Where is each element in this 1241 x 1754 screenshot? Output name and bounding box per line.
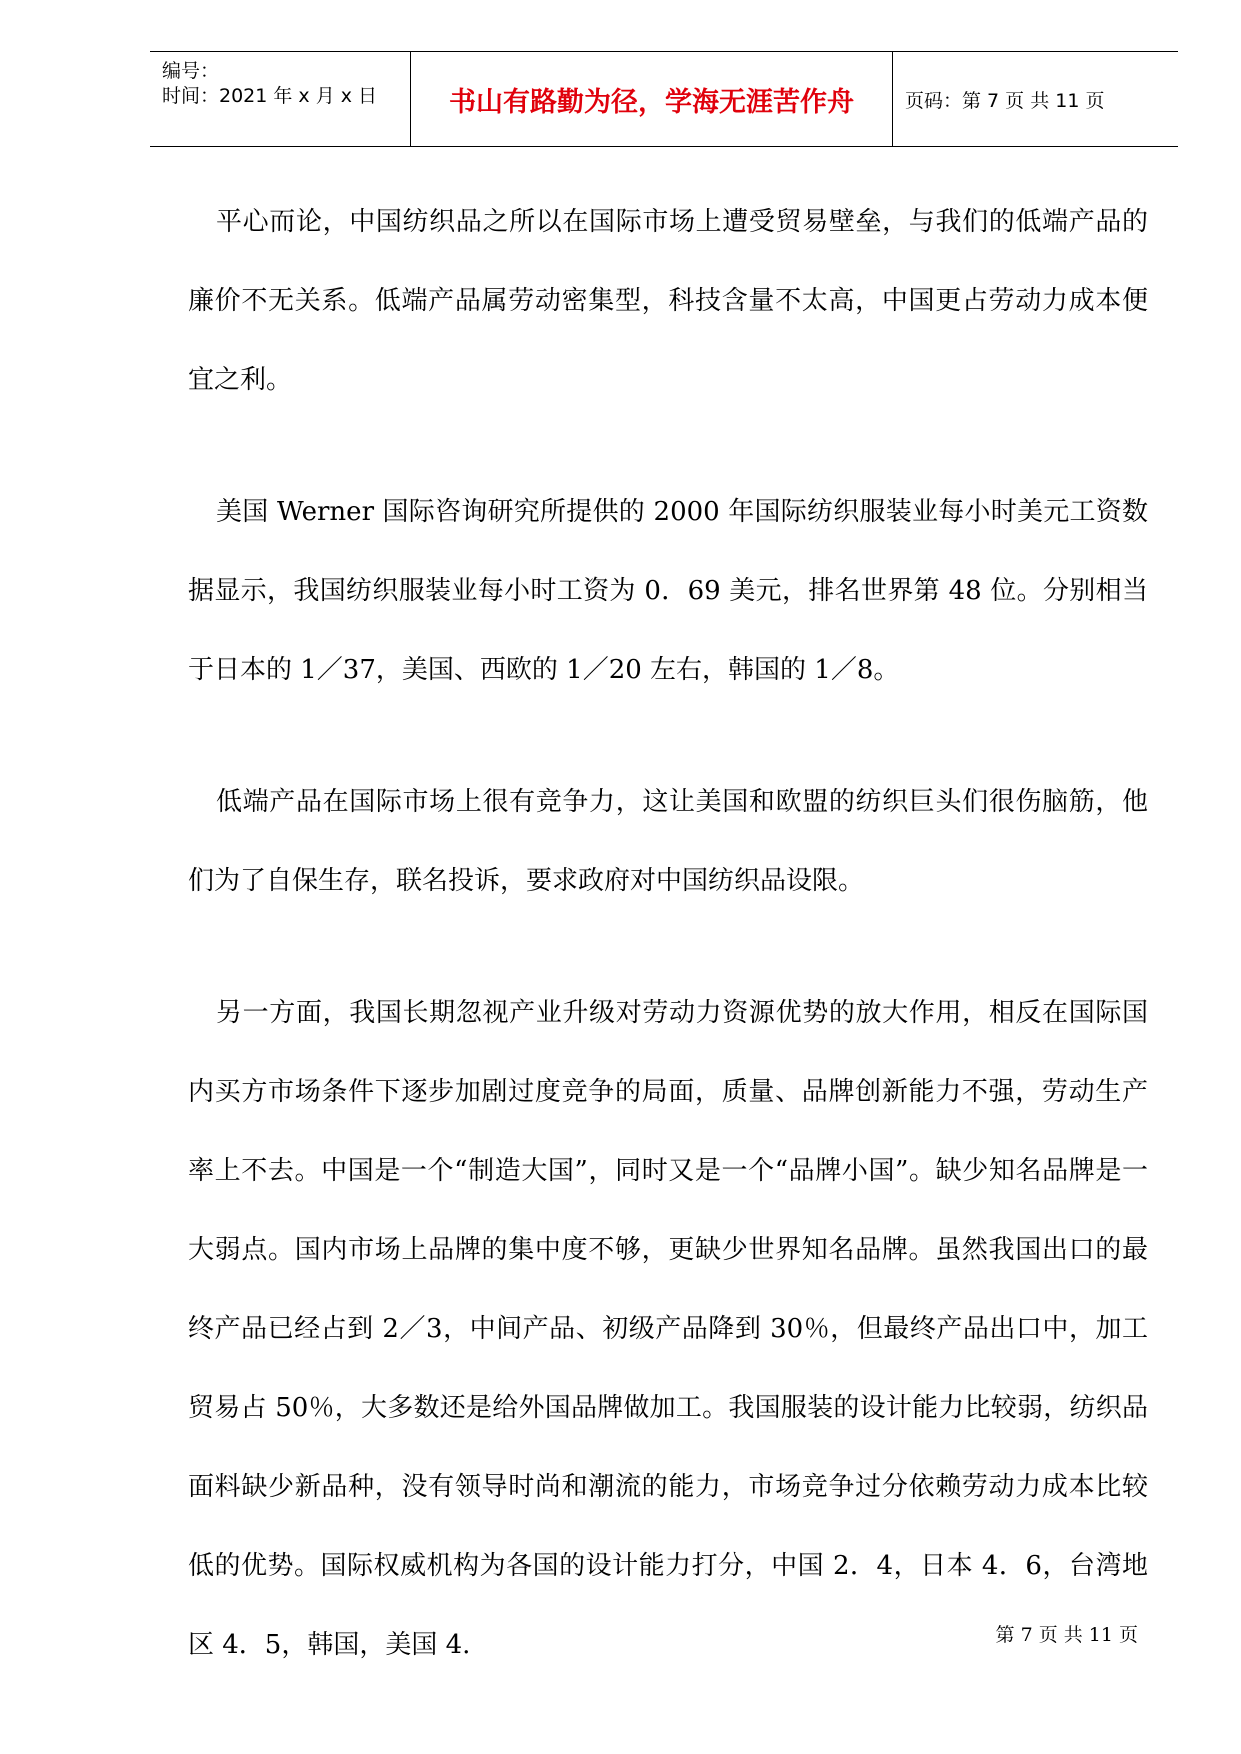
header-motto: 书山有路勤为径，学海无涯苦作舟 xyxy=(411,52,893,146)
page-footer: 第 7 页 共 11 页 xyxy=(995,1624,1138,1646)
time-label: 时间：2021 年 x 月 x 日 xyxy=(162,85,378,107)
page-header xyxy=(150,51,1178,147)
paragraph-1: 平心而论，中国纺织品之所以在国际市场上遭受贸易壁垒，与我们的低端产品的廉价不无关系。低端产品属劳动密集型，科技含量不太高，中国更占劳动力成本便宜之利。 xyxy=(188,207,1148,395)
header-meta-cell xyxy=(150,52,411,146)
paragraph-4: 另一方面，我国长期忽视产业升级对劳动力资源优势的放大作用，相反在国际国内买方市场条件下逐步加剧过度竞争的局面，质量、品牌创新能力不强，劳动生产率上不去。中国是一个“制造大国”，同时又是一个“品牌小国”。缺少知名品牌是一大弱点。国内市场上品牌的集中度不够，更缺少世界知名品牌。虽然我国出口的最终产品已经占到 2／3，中间产品、初级产品降到 30％，但最终产品出口中，加工贸易占 50％，大多数还是给外国品牌做加工。我国服装的设计能力比较弱，纺织品面料缺少新品种，没有领导时尚和潮流的能力，市场竞争过分依赖劳动力成本比较低的优势。国际权威机构为各国的设计能力打分，中国 2．4，日本 4．6，台湾地区 4．5，韩国，美国 4. xyxy=(188,998,1148,1660)
paragraph-2: 美国 Werner 国际咨询研究所提供的 2000 年国际纺织服装业每小时美元工资数据显示，我国纺织服装业每小时工资为 0．69 美元，排名世界第 48 位。分别相当于日本的 1／37，美国、西欧的 1／20 左右，韩国的 1／8。 xyxy=(188,497,1148,685)
header-page-info: 页码：第 7 页 共 11 页 xyxy=(905,89,1105,112)
paragraph-3: 低端产品在国际市场上很有竞争力，这让美国和欧盟的纺织巨头们很伤脑筋，他们为了自保生存，联名投诉，要求政府对中国纺织品设限。 xyxy=(188,787,1148,896)
serial-label: 编号： xyxy=(162,60,220,82)
document-body xyxy=(188,183,1148,1685)
